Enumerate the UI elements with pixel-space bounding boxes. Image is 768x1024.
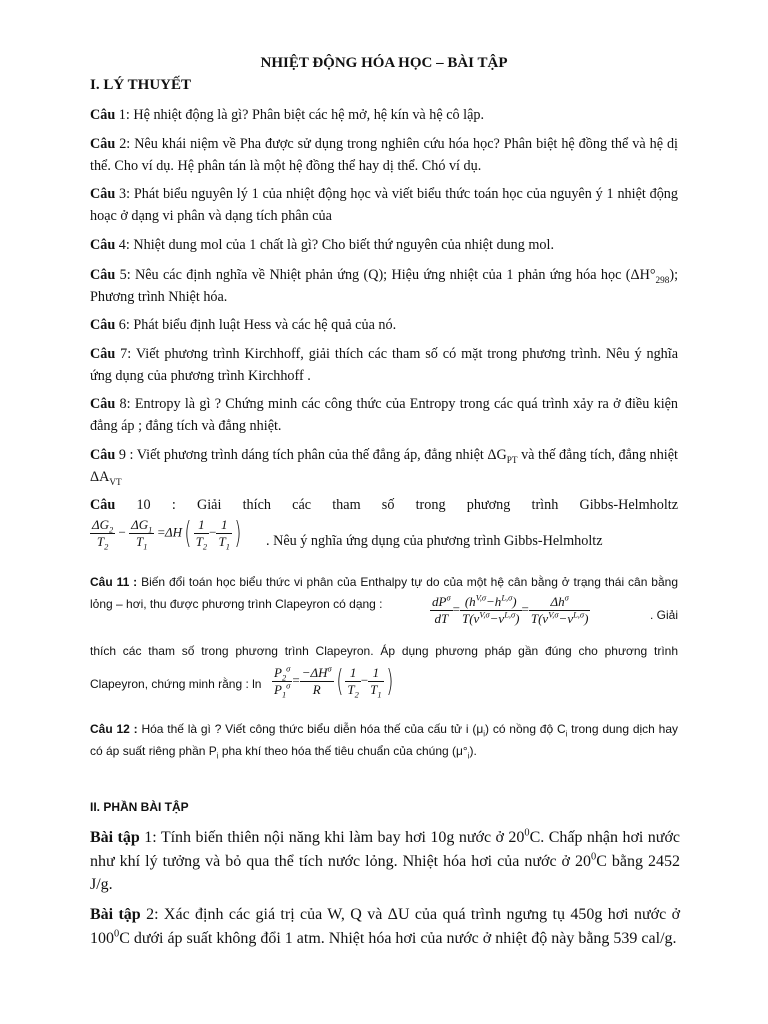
question-11-line3: thích các tham số trong phương trình Clapeyron. Áp dụng phương pháp gần đúng cho phương trình — [90, 644, 678, 658]
question-7: Câu 7: Viết phương trình Kirchhoff, giải thích các tham số có mặt trong phương trình. Nêu ý nghĩa ứng dụng của phương trình Kirchhoff . — [90, 346, 678, 384]
question-11-line4: Clapeyron, chứng minh rằng : ln — [90, 677, 262, 691]
question-9: Câu 9 : Viết phương trình dáng tích phân của thế đẳng áp, đẳng nhiệt $\Delta G_{PT}$ và thế đẳng tích, đẳng nhiệt $\Delta A_{VT}$ — [90, 447, 678, 487]
question-4: Câu 4: Nhiệt dung mol của 1 chất là gì? Cho biết thứ nguyên của nhiệt dung mol. — [90, 237, 554, 253]
question-12: Câu 12 : Hóa thế là gì ? Viết công thức biểu diễn hóa thế của cấu tử i $(\mu_i)$ có nồng độ $C_i$ trong dung dịch hay có áp suất riêng phần $P_i$ pha khí theo hóa thế tiêu chuẩn của chúng $(\mu^\circ_i)$. — [90, 722, 678, 761]
section-heading-exercises: II. PHẦN BÀI TẬP — [90, 800, 189, 814]
question-10-tail: . Nêu ý nghĩa ứng dụng của phương trình Gibbs-Helmholtz — [266, 533, 603, 549]
question-11-line1: Câu 11 : Biến đổi toán học biểu thức vi phân của Enthalpy tự do của một hệ cân bằng ở trạng thái cân bằng lỏng – hơi, thu được phương trình Clapeyron có dạng : — [90, 575, 678, 611]
clapeyron-equation: $\frac{dP^\sigma}{dT}$ = $\frac{(h^{V,\sigma}-h^{L,\sigma})}{T(v^{V,\sigma}-v^{L,\sigma})}$ = $\frac{\Delta h^\sigma}{T(v^{V,\sigma}-v^{L,\sigma})}$ — [432, 592, 589, 626]
question-11-giai: . Giải — [650, 608, 679, 622]
question-6: Câu 6: Phát biểu định luật Hess và các hệ quả của nó. — [90, 317, 397, 333]
question-5: Câu 5: Nêu các định nghĩa về Nhiệt phản ứng (Q); Hiệu ứng nhiệt của 1 phản ứng hóa học $(\Delta H^\circ_{298})$; Phương trình Nhiệt hóa. — [90, 267, 679, 305]
question-8: Câu 8: Entropy là gì ? Chứng minh các công thức của Entropy trong các quá trình xảy ra ở điều kiện đẳng áp ; đẳng tích và đẳng nhiệt. — [90, 396, 679, 434]
question-3: Câu 3: Phát biểu nguyên lý 1 của nhiệt động học và viết biểu thức toán học của nguyên ý 1 nhiệt động hoạc ở dạng vi phân và dạng tích phân của — [90, 186, 678, 224]
question-1: Câu 1: Hệ nhiệt động là gì? Phân biệt các hệ mở, hệ kín và hệ cô lập. — [90, 107, 485, 123]
question-2: Câu 2: Nêu khái niệm về Pha được sử dụng trong nghiên cứu hóa học? Phân biệt hệ đồng thể và hệ dị thể. Cho ví dụ. Hệ phân tán là một hệ đồng thể hay dị thể. Chó ví dụ. — [90, 136, 678, 174]
clapeyron-integrated-equation: $\frac{P_2^\sigma}{P_1^\sigma}$ = $\frac{-\Delta H^\sigma}{R}$ ( $\frac{1}{T_2}$ − $\frac{1}{T_1}$ ) — [274, 663, 393, 700]
section-heading-theory: I. LÝ THUYẾT — [90, 77, 192, 93]
exercise-2: Bài tập 2: Xác định các giá trị của W, Q và ΔU của quá trình ngưng tụ 450g hơi nước ở $100^0C$ dưới áp suất không đổi 1 atm. Nhiệt hóa hơi của nước ở nhiệt độ này bằng 539 cal/g. — [90, 906, 681, 947]
page-title: NHIỆT ĐỘNG HÓA HỌC – BÀI TẬP — [260, 55, 508, 71]
question-10-line1: Câu 10 : Giải thích các tham số trong phương trình Gibbs-Helmholtz — [90, 497, 679, 513]
gibbs-helmholtz-equation: $\frac{\Delta G_2}{T_2}$ − $\frac{\Delta G_1}{T_1}$ =ΔH( $\frac{1}{T_2}$ − $\frac{1}{T_1}$ ) — [92, 516, 242, 552]
exercise-1: Bài tập 1: Tính biến thiên nội năng khi làm bay hơi 10g nước ở $20^0C$. Chấp nhận hơi nước như khí lý tưởng và bỏ qua thể tích nước lỏng. Nhiệt hóa hơi của nước ở $20^0C$ bằng 2452 J/g. — [90, 827, 681, 893]
